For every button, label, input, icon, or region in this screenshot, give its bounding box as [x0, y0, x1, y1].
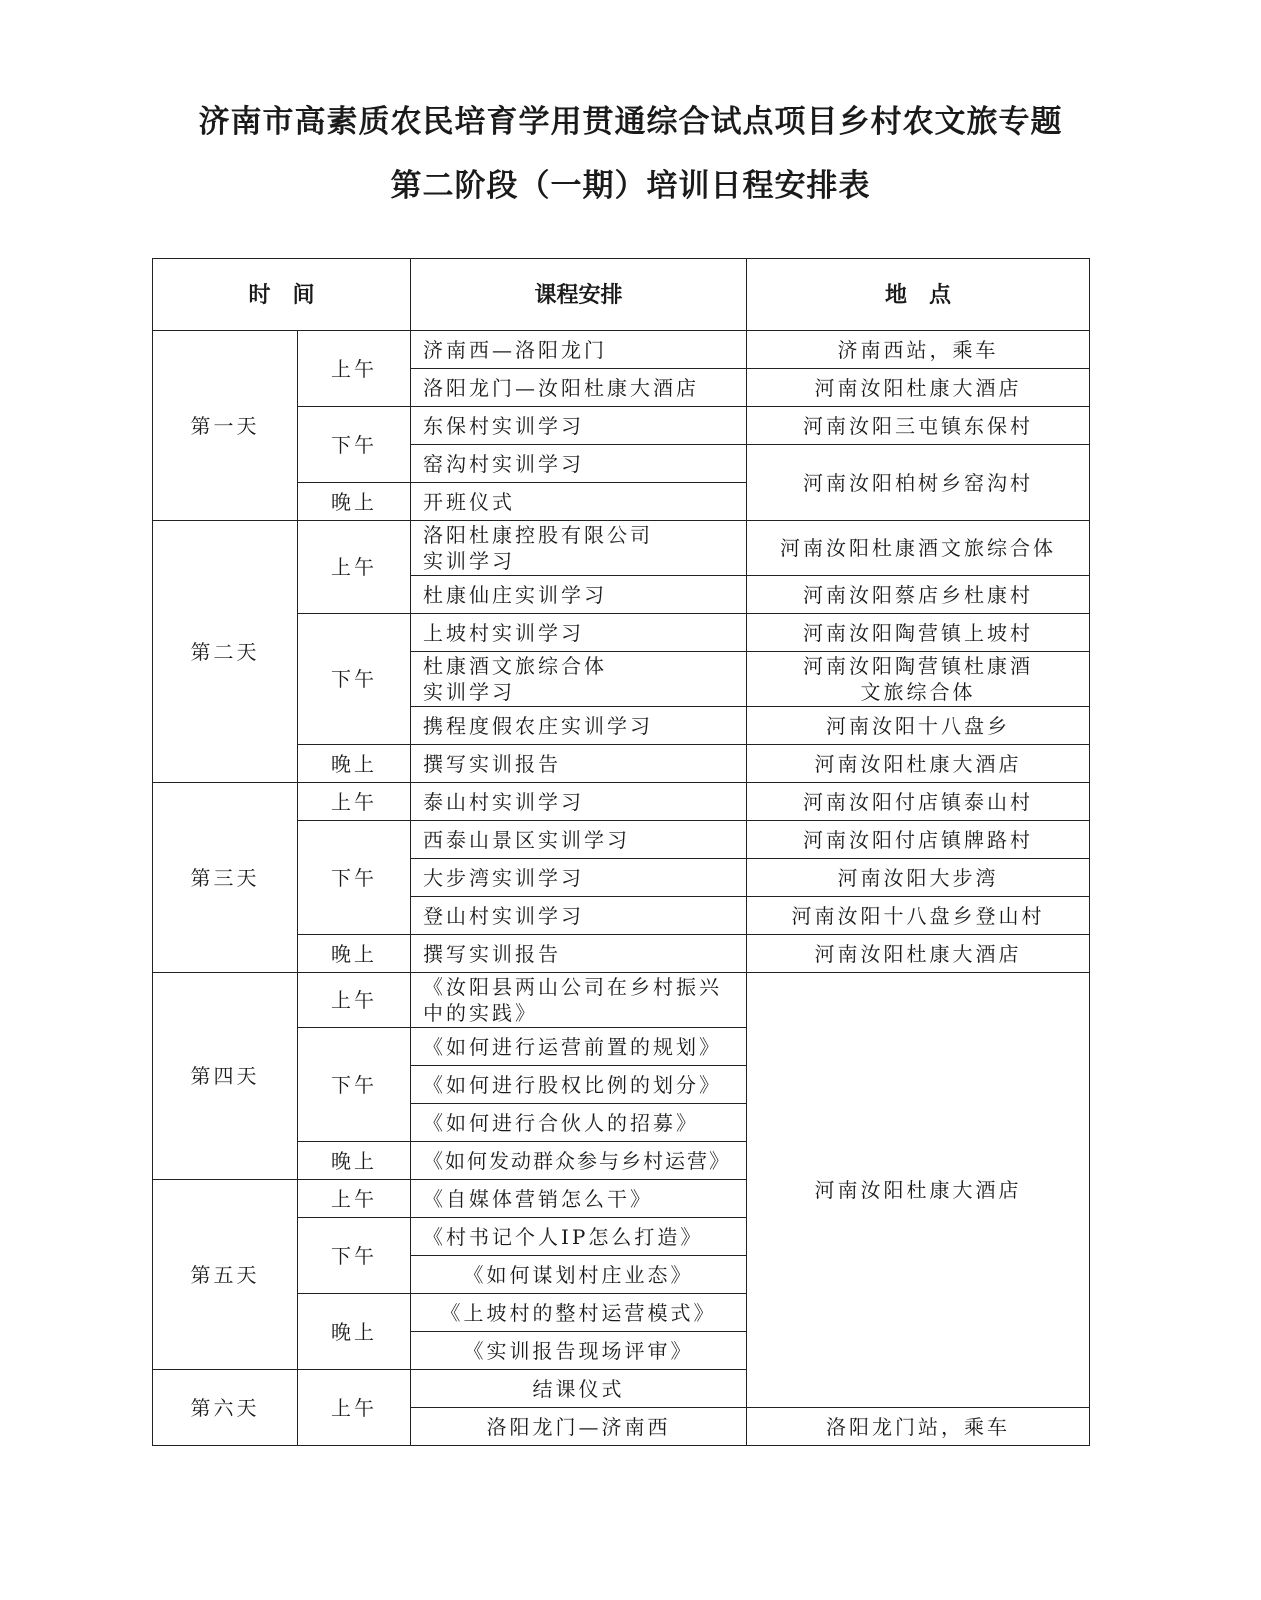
course-cell: 登山村实训学习 — [411, 897, 747, 935]
course-cell: 结课仪式 — [411, 1370, 747, 1408]
place-cell: 河南汝阳十八盘乡登山村 — [747, 897, 1090, 935]
place-cell: 河南汝阳杜康大酒店 — [747, 369, 1090, 407]
period-label: 上午 — [298, 1370, 411, 1446]
period-label: 下午 — [298, 1218, 411, 1294]
place-cell: 河南汝阳杜康酒文旅综合体 — [747, 521, 1090, 576]
schedule-table — [152, 258, 1090, 1446]
period-label: 下午 — [298, 1028, 411, 1142]
day-label: 第三天 — [153, 783, 298, 973]
course-cell: 《如何进行股权比例的划分》 — [411, 1066, 747, 1104]
table-header-row — [153, 259, 1090, 331]
place-cell: 济南西站，乘车 — [747, 331, 1090, 369]
course-cell: 大步湾实训学习 — [411, 859, 747, 897]
course-cell: 携程度假农庄实训学习 — [411, 707, 747, 745]
period-label: 晚上 — [298, 745, 411, 783]
course-cell: 《如何谋划村庄业态》 — [411, 1256, 747, 1294]
course-cell: 撰写实训报告 — [411, 935, 747, 973]
course-cell: 开班仪式 — [411, 483, 747, 521]
document-title-line-2: 第二阶段（一期）培训日程安排表 — [390, 168, 871, 204]
period-label: 晚上 — [298, 1142, 411, 1180]
period-label: 上午 — [298, 783, 411, 821]
place-cell: 河南汝阳陶营镇杜康酒 文旅综合体 — [747, 652, 1090, 707]
course-cell: 济南西—洛阳龙门 — [411, 331, 747, 369]
day-label: 第五天 — [153, 1180, 298, 1370]
period-label: 下午 — [298, 614, 411, 745]
day-label: 第六天 — [153, 1370, 298, 1446]
place-cell: 河南汝阳付店镇泰山村 — [747, 783, 1090, 821]
course-cell: 《实训报告现场评审》 — [411, 1332, 747, 1370]
period-label: 上午 — [298, 331, 411, 407]
course-cell: 泰山村实训学习 — [411, 783, 747, 821]
place-cell: 河南汝阳陶营镇上坡村 — [747, 614, 1090, 652]
course-cell: 《汝阳县两山公司在乡村振兴 中的实践》 — [411, 973, 747, 1028]
course-cell: 洛阳龙门—汝阳杜康大酒店 — [411, 369, 747, 407]
place-cell: 河南汝阳大步湾 — [747, 859, 1090, 897]
header-time: 时 间 — [153, 259, 411, 331]
place-cell: 河南汝阳杜康大酒店 — [747, 973, 1090, 1408]
day-label: 第二天 — [153, 521, 298, 783]
course-cell: 杜康仙庄实训学习 — [411, 576, 747, 614]
course-cell: 西泰山景区实训学习 — [411, 821, 747, 859]
table-row — [153, 521, 1090, 576]
table-row — [153, 331, 1090, 369]
period-label: 晚上 — [298, 483, 411, 521]
place-cell: 河南汝阳蔡店乡杜康村 — [747, 576, 1090, 614]
course-cell: 《自媒体营销怎么干》 — [411, 1180, 747, 1218]
course-cell: 窑沟村实训学习 — [411, 445, 747, 483]
course-cell: 洛阳龙门—济南西 — [411, 1408, 747, 1446]
period-label: 上午 — [298, 521, 411, 614]
course-cell: 《如何进行运营前置的规划》 — [411, 1028, 747, 1066]
course-cell: 《上坡村的整村运营模式》 — [411, 1294, 747, 1332]
course-cell: 东保村实训学习 — [411, 407, 747, 445]
place-cell: 河南汝阳杜康大酒店 — [747, 745, 1090, 783]
place-cell: 洛阳龙门站，乘车 — [747, 1408, 1090, 1446]
course-cell: 洛阳杜康控股有限公司 实训学习 — [411, 521, 747, 576]
place-cell: 河南汝阳杜康大酒店 — [747, 935, 1090, 973]
course-cell: 撰写实训报告 — [411, 745, 747, 783]
course-cell: 《如何进行合伙人的招募》 — [411, 1104, 747, 1142]
day-label: 第一天 — [153, 331, 298, 521]
course-cell: 《村书记个人IP怎么打造》 — [411, 1218, 747, 1256]
place-cell: 河南汝阳三屯镇东保村 — [747, 407, 1090, 445]
day-label: 第四天 — [153, 973, 298, 1180]
header-place: 地 点 — [747, 259, 1090, 331]
course-cell: 上坡村实训学习 — [411, 614, 747, 652]
place-cell: 河南汝阳十八盘乡 — [747, 707, 1090, 745]
table-row — [153, 783, 1090, 821]
period-label: 上午 — [298, 1180, 411, 1218]
course-cell: 杜康酒文旅综合体 实训学习 — [411, 652, 747, 707]
period-label: 下午 — [298, 407, 411, 483]
period-label: 上午 — [298, 973, 411, 1028]
place-cell: 河南汝阳柏树乡窑沟村 — [747, 445, 1090, 521]
course-cell: 《如何发动群众参与乡村运营》 — [411, 1142, 747, 1180]
table-row — [153, 973, 1090, 1028]
document-title-line-1: 济南市高素质农民培育学用贯通综合试点项目乡村农文旅专题 — [198, 104, 1063, 140]
header-course: 课程安排 — [411, 259, 747, 331]
period-label: 晚上 — [298, 935, 411, 973]
period-label: 下午 — [298, 821, 411, 935]
period-label: 晚上 — [298, 1294, 411, 1370]
place-cell: 河南汝阳付店镇牌路村 — [747, 821, 1090, 859]
